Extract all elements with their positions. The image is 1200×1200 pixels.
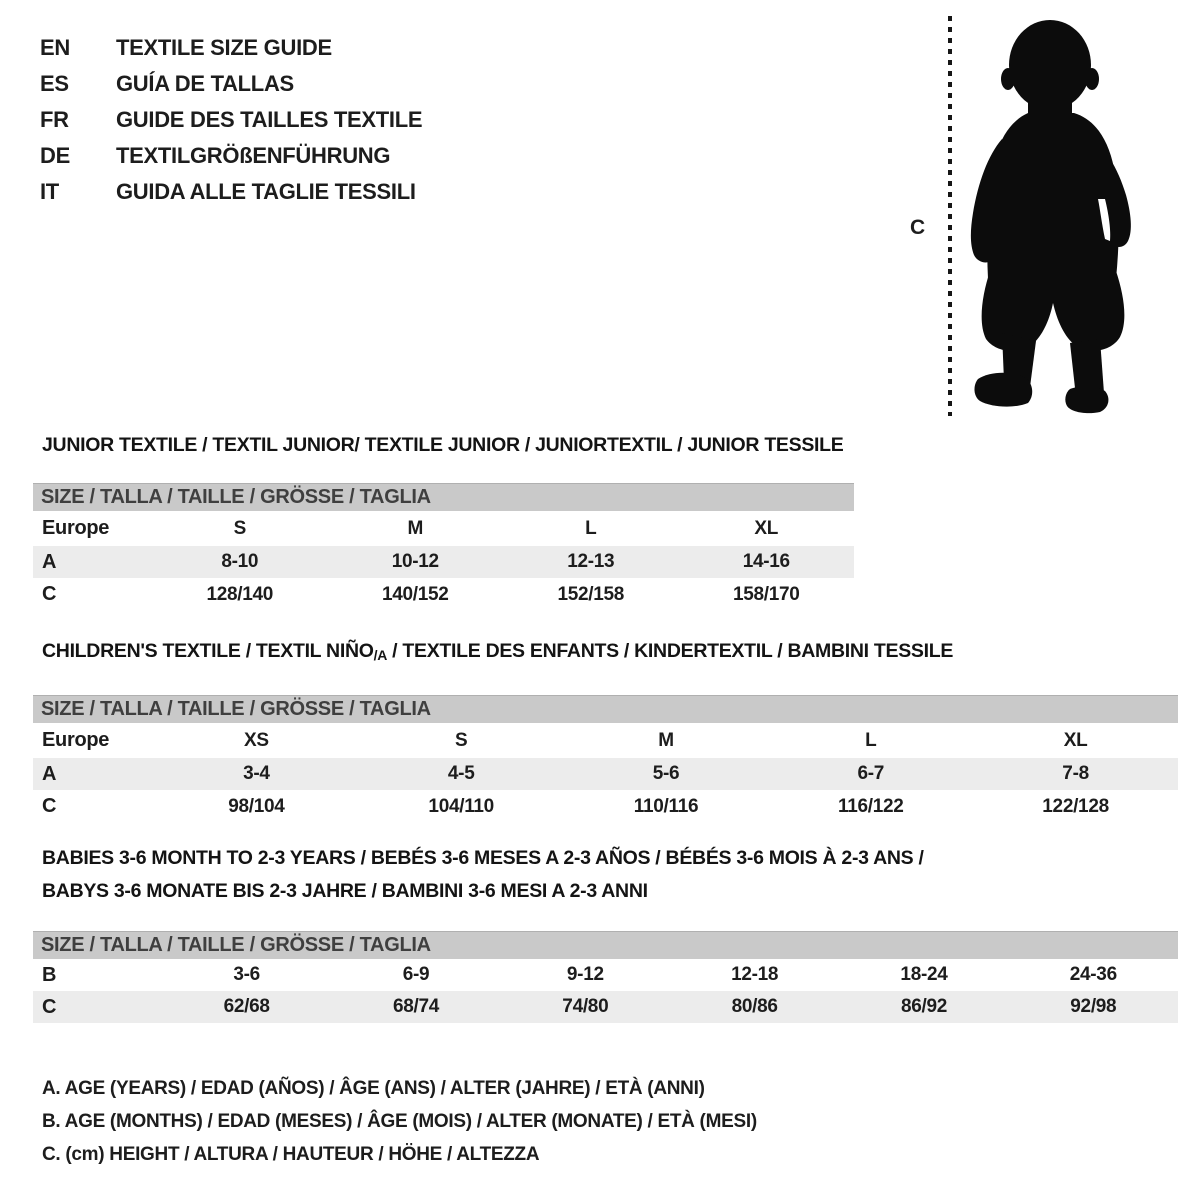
heading-subscript: /A	[373, 647, 388, 663]
table-row	[33, 546, 854, 578]
measure-legend	[42, 1072, 757, 1171]
language-code: DE	[40, 143, 70, 168]
heading-text: CHILDREN'S TEXTILE / TEXTIL NIÑO	[42, 640, 374, 662]
cell-value: 4-5	[447, 763, 475, 784]
table-row	[33, 578, 854, 611]
cell-value: S	[233, 517, 246, 539]
table-row	[33, 723, 1178, 758]
junior-section-heading: JUNIOR TEXTILE / TEXTIL JUNIOR/ TEXTILE JUNIOR / JUNIORTEXTIL / JUNIOR TESSILE	[42, 434, 844, 456]
table-row	[33, 959, 1178, 991]
babies-size-table	[33, 931, 1178, 1023]
row-label: Europe	[42, 729, 110, 751]
row-label: C	[42, 583, 57, 605]
cell-value: L	[585, 517, 597, 539]
cell-value: M	[407, 517, 424, 539]
table-row	[33, 790, 1178, 823]
language-title: TEXTILGRÖßENFÜHRUNG	[116, 143, 391, 168]
cell-value: 104/110	[428, 795, 494, 817]
cell-value: 158/170	[732, 583, 800, 605]
language-code: EN	[40, 35, 70, 60]
cell-value: 92/98	[1070, 996, 1117, 1017]
cell-value: 14-16	[742, 551, 790, 572]
cell-value: XL	[754, 517, 779, 539]
cell-value: 152/158	[557, 583, 625, 605]
children-section-heading	[42, 640, 953, 663]
babies-section-heading	[42, 842, 924, 908]
cell-value: L	[865, 729, 877, 751]
measure-label-c: C	[910, 216, 925, 239]
height-figure	[0, 0, 1200, 430]
legend-line-a: A. AGE (YEARS) / EDAD (AÑOS) / ÂGE (ANS) / ALTER (JAHRE) / ETÀ (ANNI)	[42, 1078, 705, 1099]
language-title: GUIDE DES TAILLES TEXTILE	[116, 107, 423, 132]
cell-value: XL	[1063, 729, 1088, 751]
children-size-header: SIZE / TALLA / TAILLE / GRÖSSE / TAGLIA	[33, 695, 1178, 723]
cell-value: 6-7	[857, 763, 885, 784]
legend-line-b: B. AGE (MONTHS) / EDAD (MESES) / ÂGE (MOIS) / ALTER (MONATE) / ETÀ (MESI)	[42, 1111, 757, 1132]
cell-value: 8-10	[221, 551, 259, 572]
babies-heading-line2: BABYS 3-6 MONATE BIS 2-3 JAHRE / BAMBINI 3-6 MESI A 2-3 ANNI	[42, 880, 648, 902]
children-size-table	[33, 695, 1178, 823]
table-row	[33, 758, 1178, 790]
cell-value: 12-18	[731, 964, 779, 985]
legend-line-c: C. (cm) HEIGHT / ALTURA / HAUTEUR / HÖHE / ALTEZZA	[42, 1144, 540, 1165]
junior-size-table	[33, 483, 854, 611]
language-title: GUÍA DE TALLAS	[116, 71, 294, 96]
language-title: TEXTILE SIZE GUIDE	[116, 35, 332, 60]
row-label: A	[42, 762, 57, 785]
toddler-silhouette-icon	[958, 13, 1150, 415]
cell-value: 128/140	[206, 583, 274, 605]
cell-value: 3-6	[233, 964, 260, 985]
language-code: ES	[40, 71, 69, 96]
cell-value: XS	[244, 729, 269, 751]
row-label: C	[42, 795, 57, 817]
cell-value: 140/152	[381, 583, 449, 605]
cell-value: 86/92	[900, 996, 947, 1017]
heading-text: / TEXTILE DES ENFANTS / KINDERTEXTIL / BAMBINI TESSILE	[387, 640, 954, 662]
cell-value: 98/104	[228, 795, 285, 817]
cell-value: 9-12	[566, 964, 604, 985]
table-row	[33, 511, 854, 546]
cell-value: S	[455, 729, 468, 751]
language-code: FR	[40, 107, 69, 132]
cell-value: 5-6	[652, 763, 680, 784]
cell-value: 74/80	[562, 996, 609, 1017]
cell-value: 3-4	[243, 763, 270, 784]
row-label: Europe	[42, 517, 110, 539]
row-label: A	[42, 550, 57, 573]
table-row	[33, 991, 1178, 1023]
cell-value: M	[658, 729, 674, 751]
cell-value: 80/86	[731, 996, 778, 1017]
cell-value: 24-36	[1069, 964, 1117, 985]
cell-value: 7-8	[1062, 763, 1089, 784]
babies-size-header: SIZE / TALLA / TAILLE / GRÖSSE / TAGLIA	[33, 931, 1178, 959]
junior-size-header: SIZE / TALLA / TAILLE / GRÖSSE / TAGLIA	[33, 483, 854, 511]
cell-value: 110/116	[633, 795, 699, 817]
row-label: B	[42, 963, 57, 986]
height-dotted-line	[948, 16, 952, 416]
cell-value: 10-12	[391, 551, 439, 572]
cell-value: 122/128	[1042, 795, 1109, 817]
language-code: IT	[40, 179, 59, 204]
language-title: GUIDA ALLE TAGLIE TESSILI	[116, 179, 416, 204]
cell-value: 116/122	[838, 795, 904, 817]
cell-value: 62/68	[223, 996, 270, 1017]
cell-value: 18-24	[900, 964, 948, 985]
cell-value: 6-9	[402, 964, 430, 985]
row-label: C	[42, 995, 57, 1018]
cell-value: 68/74	[392, 996, 440, 1017]
cell-value: 12-13	[567, 551, 615, 572]
babies-heading-line1: BABIES 3-6 MONTH TO 2-3 YEARS / BEBÉS 3-6 MESES A 2-3 AÑOS / BÉBÉS 3-6 MOIS À 2-3 ANS /	[42, 847, 924, 869]
